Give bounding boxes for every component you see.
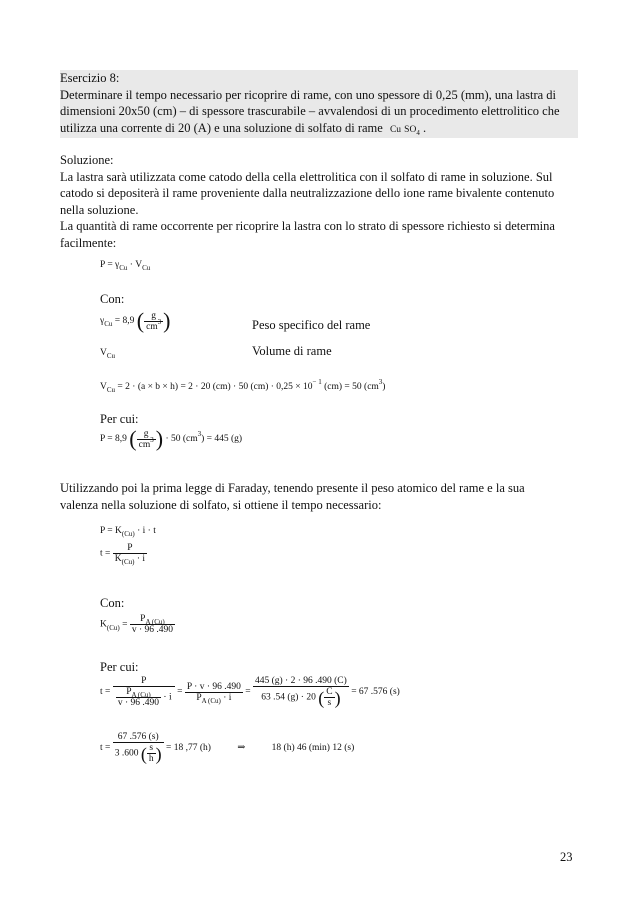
fraction-denominator (113, 554, 147, 564)
paren-close: ) (334, 687, 341, 708)
con-label-2: Con: (100, 596, 125, 610)
eq-expression: P = 8,9 (100, 434, 127, 445)
fraction (144, 311, 163, 332)
eq-subscript: Cu (142, 264, 151, 272)
eq-sign: = (107, 260, 113, 270)
eq-subscript: (Cu) (106, 623, 120, 632)
fraction-numerator: P (113, 676, 175, 687)
fraction-numerator: P · v · 96 .490 (186, 681, 241, 692)
fraction-denominator: h (148, 754, 154, 764)
eq-expression: · i · t (137, 526, 156, 536)
fraction-numerator: g (144, 311, 163, 322)
fraction-denominator (253, 687, 349, 708)
eq-expression: · i (163, 692, 172, 703)
fraction-numerator: C (326, 687, 333, 697)
equation-time-hours (100, 732, 354, 764)
equation-volume (100, 378, 386, 394)
per-cui-label-2: Per cui: (100, 660, 139, 674)
faraday-paragraph (60, 480, 578, 513)
paren-close: ) (155, 426, 164, 451)
eq-value: 8,9 (122, 316, 135, 327)
paren-close: ) (163, 308, 171, 333)
paren-open: ( (136, 308, 145, 333)
eq-expression: 63 .54 (g) · 20 (261, 692, 316, 703)
fraction-denominator (113, 743, 164, 764)
eq-subscript: Cu (104, 320, 113, 329)
con-label-1: Con: (100, 292, 125, 306)
equation-k (100, 614, 175, 635)
exercise-statement (60, 70, 578, 138)
paren-open: ( (318, 687, 325, 708)
fraction-numerator: g (137, 429, 156, 440)
fraction-numerator: P (113, 543, 147, 554)
eq-result: = 67 .576 (s) (351, 687, 400, 698)
exponent: 3 (378, 378, 383, 386)
solution-line: La lastra sarà utilizzata come catodo della cella elettrolitica con il solfato di rame in soluzione. Sul (60, 169, 553, 184)
eq-expression: P = K (100, 526, 122, 536)
faraday-line: Utilizzando poi la prima legge di Faraday, tenendo presente il peso atomico del rame e la sua (60, 481, 525, 495)
equation-t (100, 543, 147, 564)
fraction-denominator (185, 693, 243, 703)
equation-gamma-cu (100, 310, 171, 332)
exercise-line-text: utilizza una corrente di 20 (A) e una soluzione di solfato di rame (60, 120, 383, 135)
eq-expression: ) = 445 (g) (201, 434, 243, 445)
eq-expression: t = (100, 548, 111, 559)
fraction-denominator: s (327, 698, 332, 708)
eq-sign: = (114, 316, 121, 327)
fraction-numerator: s (147, 743, 156, 754)
eq-symbol: V (135, 260, 143, 270)
exercise-line (60, 120, 578, 139)
eq-sign: = (122, 619, 128, 630)
eq-value: 3 .600 (114, 748, 139, 759)
solution-line: La quantità di rame occorrente per ricoprire la lastra con lo strato di spessore richiesto si determina (60, 219, 555, 233)
eq-subscript: Cu (119, 264, 128, 272)
eq-expression: · 50 (cm (165, 434, 198, 445)
eq-subscript: A (Cu) (201, 696, 221, 705)
fraction-denominator: v · 96 .490 (131, 625, 173, 635)
solution-section (60, 152, 578, 251)
eq-subscript: (Cu) (121, 558, 135, 566)
eq-final-result: 18 (h) 46 (min) 12 (s) (271, 743, 355, 754)
exponent: 3 (157, 317, 162, 326)
eq-subscript: Cu (106, 352, 116, 360)
eq-expression: ) (382, 382, 386, 392)
eq-sign: = (177, 687, 183, 698)
fraction (116, 687, 161, 708)
exponent: − 1 (312, 378, 322, 386)
gamma-description: Peso specifico del rame (252, 318, 371, 332)
fraction (185, 682, 243, 703)
eq-symbol: P (196, 692, 202, 703)
fraction-numerator (116, 687, 161, 698)
exercise-line: dimensioni 20x50 (cm) – di spessore trascurabile – avvalendosi di un procedimento elettrolitico che (60, 104, 560, 118)
fraction-numerator: 445 (g) · 2 · 96 .490 (C) (254, 676, 347, 686)
eq-sign: = (245, 687, 251, 698)
formula-so: SO (404, 124, 417, 135)
eq-expression: t = (100, 687, 111, 698)
exercise-end: . (422, 120, 427, 135)
fraction (324, 687, 334, 708)
eq-expression: · i (223, 692, 232, 703)
fraction-numerator: 67 .576 (s) (113, 732, 164, 743)
exercise-title: Esercizio 8: (60, 71, 120, 85)
eq-symbol: K (114, 554, 122, 564)
eq-expression: (cm) = 50 (cm (324, 382, 379, 392)
fraction-denominator (137, 435, 156, 450)
faraday-line: valenza nella soluzione di solfato, si ottiene il tempo necessario: (60, 497, 382, 512)
exponent: 3 (150, 435, 154, 444)
fraction (147, 743, 156, 764)
equation-faraday (100, 526, 156, 536)
eq-expression: t = (100, 743, 111, 754)
eq-subscript: Cu (106, 386, 116, 394)
equation-time-seconds (100, 676, 400, 708)
eq-result: = 18 ,77 (h) (166, 743, 211, 754)
fraction (113, 543, 147, 564)
eq-symbol: P (100, 260, 105, 270)
fraction (130, 614, 175, 635)
fraction-numerator (130, 614, 175, 625)
fraction-denominator (113, 687, 175, 708)
eq-symbol: K (100, 619, 107, 630)
eq-subscript: A (Cu) (145, 618, 165, 626)
eq-operator: · (129, 260, 133, 270)
solution-title: Soluzione: (60, 153, 114, 167)
exercise-line: Determinare il tempo necessario per ricoprire di rame, con uno spessore di 0,25 (mm), una lastra di (60, 87, 557, 102)
eq-subscript: (Cu) (121, 530, 135, 538)
fraction (113, 676, 175, 708)
eq-subscript: A (Cu) (131, 691, 151, 699)
per-cui-label-1: Per cui: (100, 412, 139, 426)
fraction (137, 429, 156, 450)
equation-p-gamma-v (100, 260, 150, 270)
eq-symbol: V (100, 382, 107, 392)
v-description: Volume di rame (252, 344, 332, 358)
paren-open: ( (129, 426, 137, 451)
eq-symbol: V (100, 348, 107, 358)
paren-close: ) (155, 743, 162, 764)
page-number: 23 (560, 850, 573, 864)
equation-v-cu (100, 348, 115, 358)
solution-line: facilmente: (60, 235, 117, 250)
eq-symbol: P (140, 614, 146, 624)
eq-symbol: γ (100, 316, 105, 327)
unit: cm (146, 321, 158, 332)
formula-sub: 4 (416, 128, 420, 137)
eq-symbol: γ (115, 260, 120, 270)
fraction-denominator (144, 317, 163, 332)
paren-open: ( (140, 743, 147, 764)
solution-line: nella soluzione. (60, 202, 139, 217)
unit: cm (138, 439, 151, 450)
formula-cu: Cu (389, 124, 402, 135)
fraction-denominator: v · 96 .490 (117, 698, 160, 708)
eq-expression: · i (136, 554, 146, 564)
fraction (253, 676, 349, 708)
eq-symbol: P (126, 687, 132, 697)
exponent: 3 (197, 430, 202, 439)
equation-mass-result (100, 428, 242, 450)
solution-line: catodo si depositerà il rame proveniente dalla neutralizzazione dello ione rame bivalente contenuto (60, 186, 555, 200)
eq-expression: = 2 · (a × b × h) = 2 · 20 (cm) · 50 (cm) · 0,25 × 10 (117, 382, 313, 392)
fraction (113, 732, 164, 764)
implies-arrow: ⇒ (237, 743, 246, 754)
